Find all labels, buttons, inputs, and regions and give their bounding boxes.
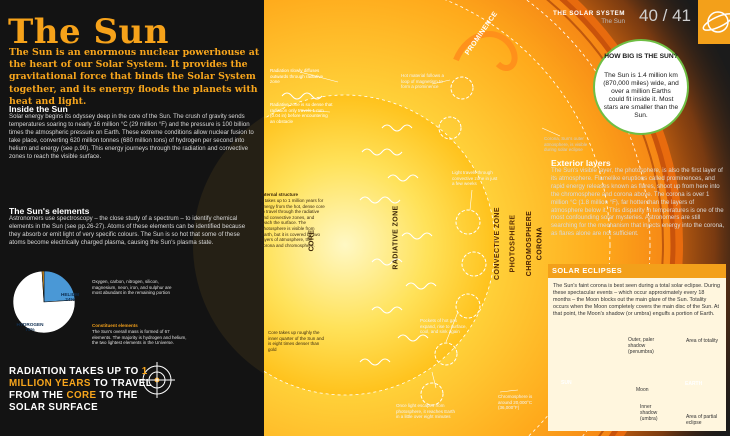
rad-cap-1: RADIATION: [9, 366, 67, 377]
note-rad-dense: Radiative zone is so dense that radiation only travels 1 mm (0.04 in) before encountering an obstacle: [270, 102, 333, 124]
section-title: THE SOLAR SYSTEM: [552, 10, 625, 17]
constituent-title: Constituent elements: [92, 323, 138, 328]
big-question-title: HOW BIG IS THE SUN?: [604, 53, 678, 60]
eclipse-label-earth: EARTH: [685, 381, 703, 387]
label-convective-zone: CONVECTIVE ZONE: [493, 207, 501, 280]
rad-cap-2: TAKES UP TO: [66, 366, 142, 377]
eclipse-label-sun: SUN: [561, 380, 572, 386]
pie-label-hydrogen-value: 75%: [25, 327, 35, 332]
constituent-body: The Sun's overall mass is formed of 67 elements. The majority is hydrogen and helium, the two lightest elements in the Universe.: [92, 329, 187, 346]
rad-cap-5: CORE: [66, 390, 97, 401]
note-light-travels: Light travels through convective zone in just a few weeks: [452, 170, 498, 187]
radiation-caption: [9, 366, 159, 414]
section-topic: The Sun: [601, 18, 625, 25]
label-chromosphere: CHROMOSPHERE: [526, 210, 534, 277]
inside-body: Solar energy begins its odyssey deep in the core of the Sun. The crush of gravity sends temperatures soaring to nearly 16 million °C (29 million °F) and the pressure is 100 billion times the atmospheric pressure on Earth. These extreme conditions allow nuclear fusion to take place, converting 620 million tonnes (680 million tons) of hydrogen per second into helium and energy (see p.90). This energy journeys through the radiation and convective zones to reach the visible surface.: [9, 113, 254, 160]
pie-label-hydrogen-name: HYDROGEN: [16, 322, 44, 327]
rad-cap-6: TO THE SOLAR SURFACE: [9, 390, 138, 413]
pie-label-hydrogen: [13, 322, 47, 332]
note-rad-diffuse: Radiation slowly diffuses outwards through radiative zone: [270, 68, 324, 85]
exterior-body: The Sun's visible layer, the photosphere, is also the first layer of its atmosphere. Flamelike eruptions called prominences, and rapid energy releases known as flares, shoot up from here into the chromosphere and corona above. The corona is over 1 million °C (1.8 million °F), far hotter than the layers of atmosphere below it. This disparity in temperatures is one of the most confounding solar mysteries. Astronomers are still searching for the mechanism that injects energy into the corona, as flares alone are not sufficient.: [551, 167, 725, 238]
rad-cap-3: 1 MILLION YEARS: [9, 366, 148, 389]
elements-heading: The Sun's elements: [9, 206, 90, 216]
planet-ring-icon: [698, 0, 730, 44]
eclipse-label-moon: Moon: [636, 387, 649, 393]
eclipse-label-outer: Outer, paler shadow (penumbra): [628, 337, 655, 356]
page-title: The Sun: [8, 12, 169, 52]
label-corona: CORONA: [536, 226, 544, 261]
pie-label-helium: [56, 292, 84, 302]
rad-cap-4: TO TRAVEL FROM THE: [9, 378, 152, 401]
label-core: CORE: [308, 229, 316, 252]
inside-heading: Inside the Sun: [9, 104, 68, 114]
note-hot-material: Hot material follows a loop of magnetism to form a prominence: [401, 73, 445, 90]
pie-label-helium-name: HELIUM: [61, 292, 79, 297]
exterior-heading: Exterior layers: [551, 158, 611, 168]
note-corona-outer: Corona, Sun's outer atmosphere, is visible during solar eclipse: [544, 136, 588, 153]
label-prominence: PROMINENCE: [464, 10, 500, 57]
big-question-body: The Sun is 1.4 million km (870,000 miles) wide, and over a million Earths could fit inside it. Most stars are smaller than the Sun.: [603, 72, 679, 120]
note-chromo-temp: Chromosphere is around 20,000°C (36,000°F): [498, 394, 533, 411]
eclipse-label-inner: Inner shadow (umbra): [640, 404, 658, 423]
note-light-escapes: Once light escapes from photosphere, it reaches Earth in a little over eight minutes: [396, 403, 456, 420]
pie-label-helium-value: 24%: [65, 297, 75, 302]
other-elements-note: Oxygen, carbon, nitrogen, silicon, magnesium, neon, iron, and sulphur are most abundant in the remaining portion: [92, 279, 172, 296]
label-photosphere: PHOTOSPHERE: [509, 214, 517, 273]
elements-body: Astronomers use spectroscopy – the close study of a spectrum – to identify chemical elements in the Sun (see pp.26-27). Atoms of these elements can be identified because they absorb or emit light of very specific colours. The Sun is so hot that some of these atoms become electrically charged plasma, causing the Sun's plasma state.: [9, 215, 246, 246]
note-internal-title: Internal structure: [261, 192, 299, 197]
label-radiative-zone: RADIATIVE ZONE: [392, 205, 400, 270]
note-core-quarter: Core takes up roughly the inner quarter of the Sun and is eight times denser than gold: [268, 330, 325, 352]
intro-paragraph: The Sun is an enormous nuclear powerhouse at the heart of our Solar System. It provides the gravitational force that binds the Solar System together, and its energy floods the planets with heat and light.: [9, 47, 260, 107]
note-pockets: Pockets of hot gas expand, rise to surface, cool, and sink again: [420, 318, 467, 335]
eclipse-label-totality: Area of totality: [686, 338, 718, 344]
eclipse-heading: SOLAR ECLIPSES: [548, 264, 726, 278]
eclipse-label-partial: Area of partial eclipse: [686, 414, 718, 427]
page-number: 40 / 41: [639, 6, 691, 25]
eclipse-body: The Sun's faint corona is best seen during a total solar eclipse. During these spectacular events – which occur approximately every 18 months – the Moon blocks out the main glare of the Sun. Totality occurs when the Moon completely covers the main disc of the Sun. At that point, the Moon's shadow (or umbra) engulfs a portion of Earth.: [553, 283, 721, 317]
note-internal-body: It takes up to 1 million years for energy from the hot, dense core to travel through the radiative and convective zones, and reach the surface. The photosphere is visible from Earth, but it is covered by two layers of atmosphere, the corona and chromosphere.: [261, 198, 325, 248]
